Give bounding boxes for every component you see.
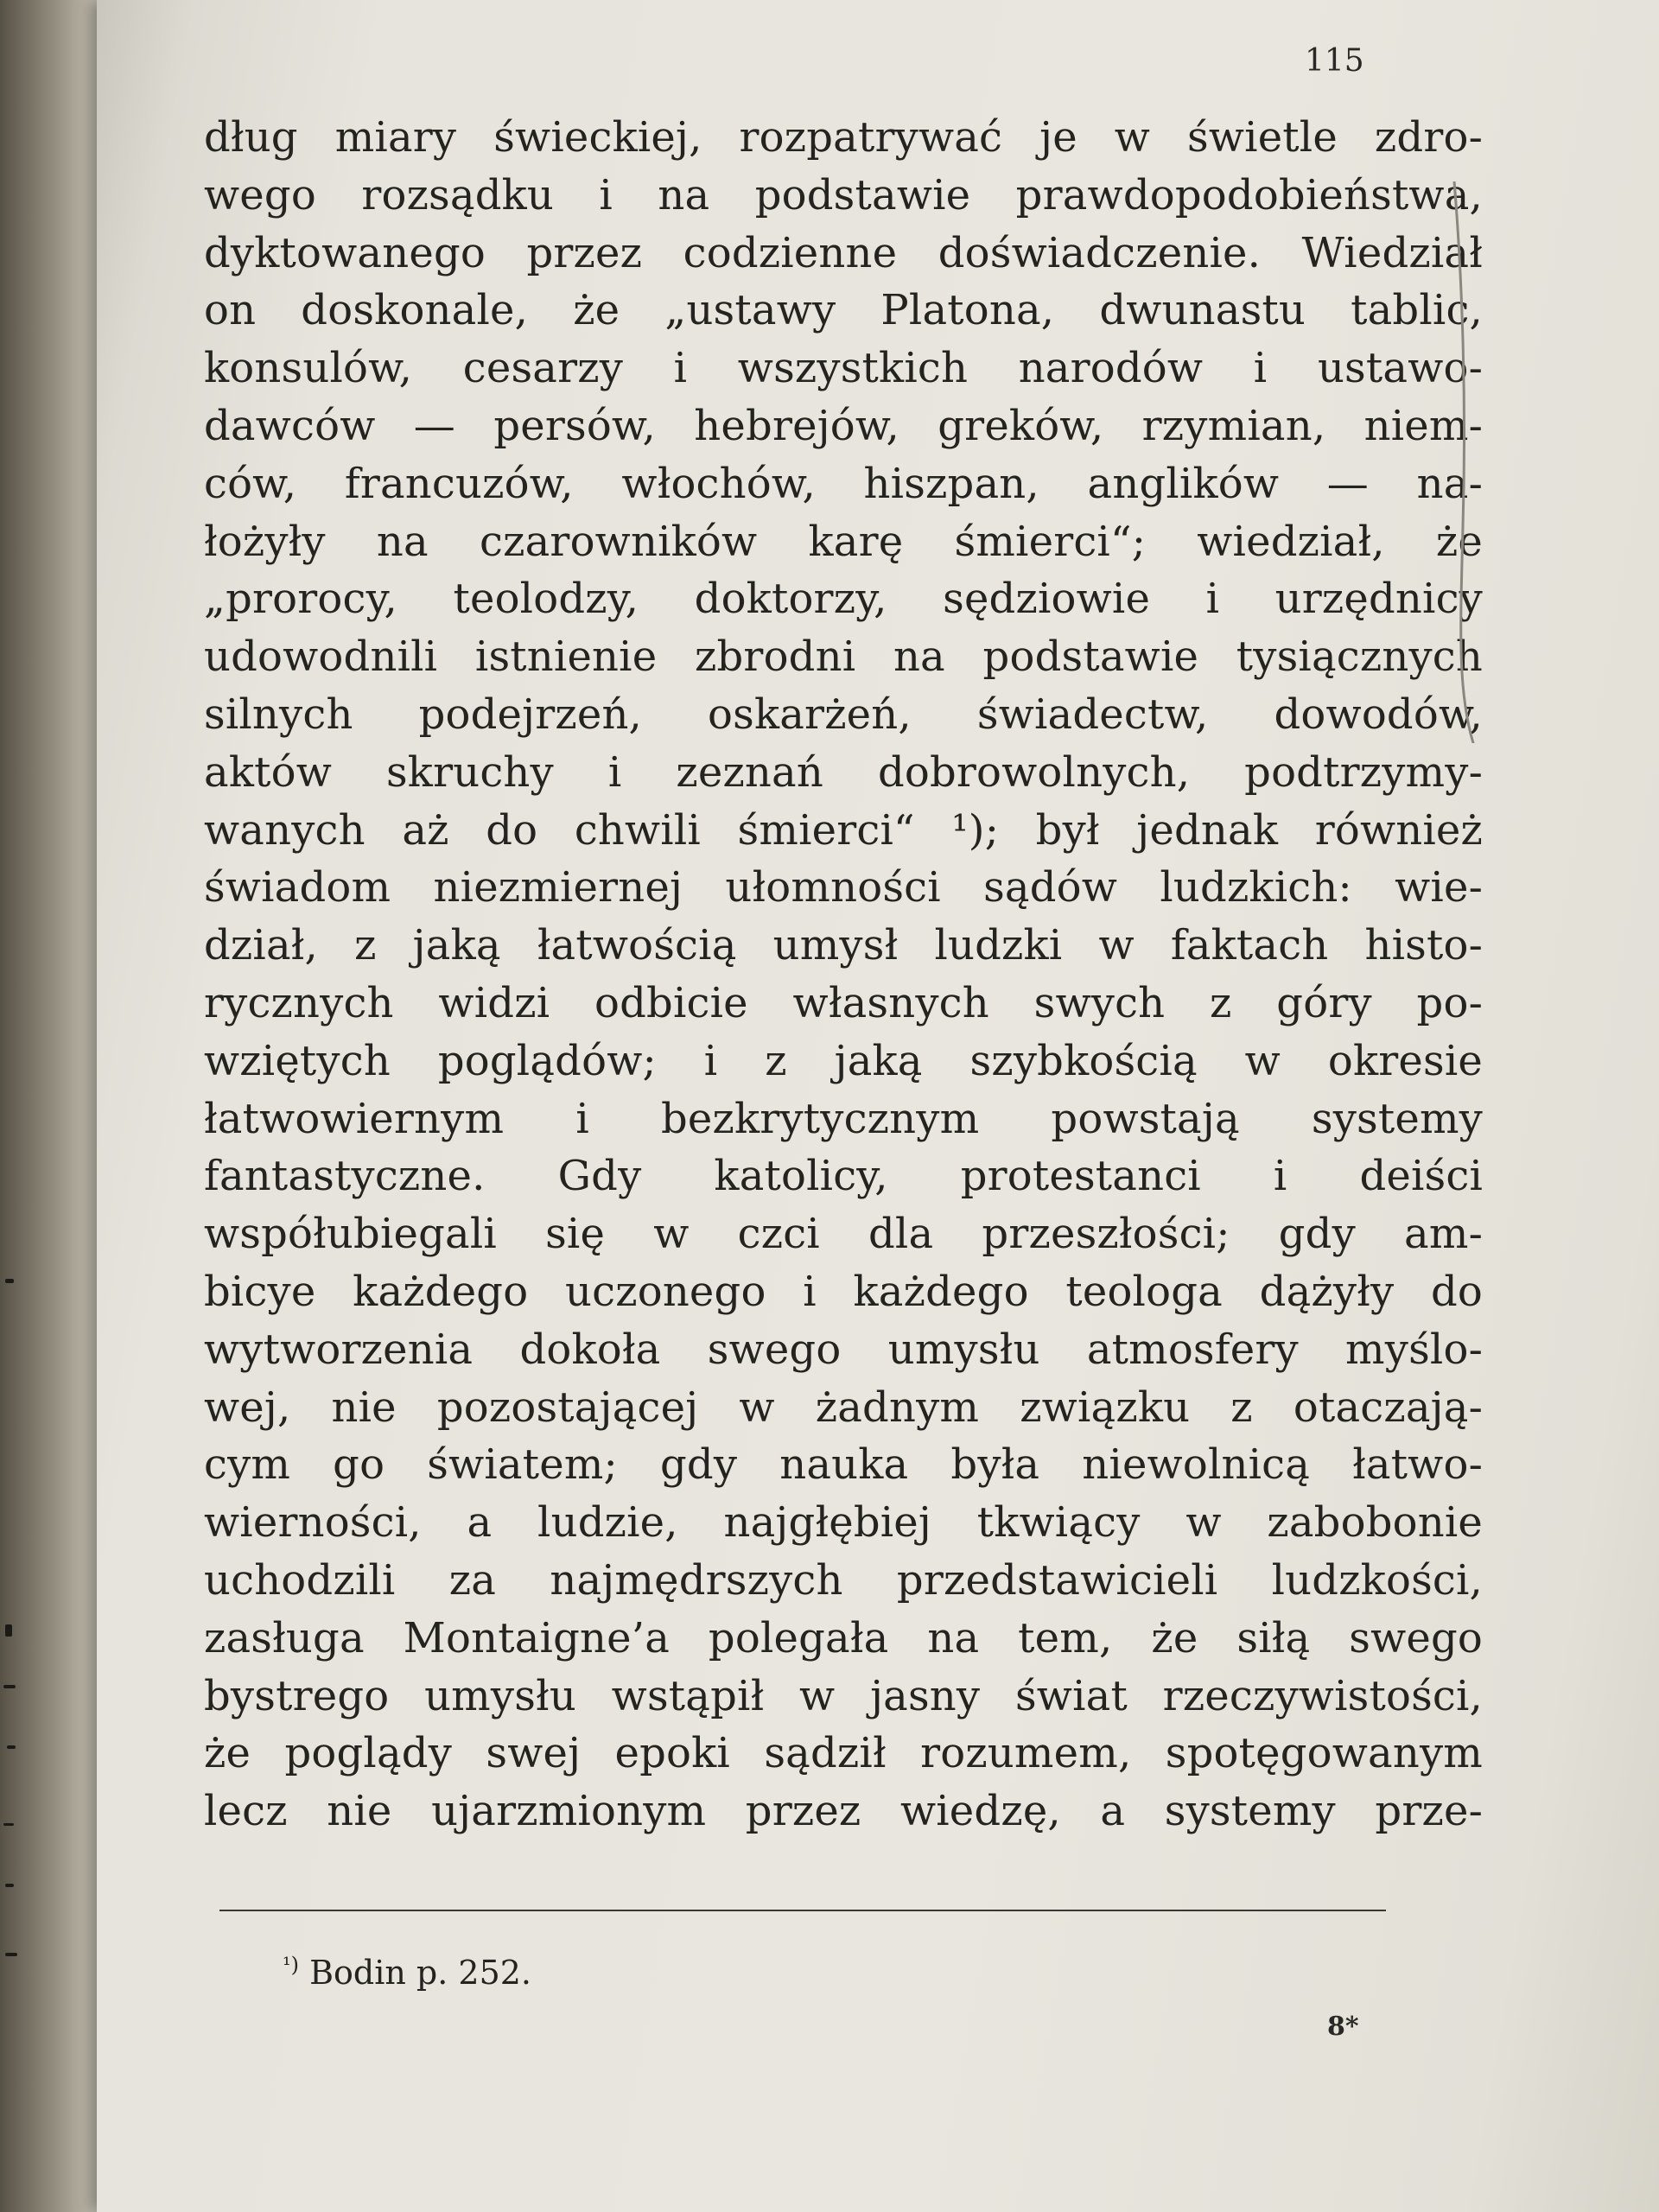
previous-page-ink-mark (5, 1279, 14, 1283)
text-line: bystrego umysłu wstąpił w jasny świat rzeczywistości, (204, 1671, 1483, 1720)
text-line: wytworzenia dokoła swego umysłu atmosfery myślo- (204, 1325, 1483, 1374)
text-line: wanych aż do chwili śmierci“ ¹); był jednak również (204, 805, 1483, 855)
text-line: dług miary świeckiej, rozpatrywać je w świetle zdro- (204, 113, 1483, 162)
previous-page-ink-mark (5, 1624, 12, 1637)
previous-page-ink-mark (7, 1745, 16, 1749)
text-line: dawców — persów, hebrejów, greków, rzymian, niem- (204, 401, 1483, 450)
text-line: wej, nie pozostającej w żadnym związku z otaczają- (204, 1382, 1483, 1432)
text-line: świadom niezmiernej ułomności sądów ludzkich: wie- (204, 863, 1483, 912)
text-line: on doskonale, że „ustawy Platona, dwunastu tablic, (204, 286, 1483, 335)
text-line: fantastyczne. Gdy katolicy, protestanci i deiści (204, 1152, 1483, 1201)
text-line: rycznych widzi odbicie własnych swych z góry po- (204, 978, 1483, 1027)
page-number: 115 (1305, 43, 1364, 79)
text-line: wziętych poglądów; i z jaką szybkością w okresie (204, 1036, 1483, 1085)
text-line: że poglądy swej epoki sądził rozumem, spotęgowanym (204, 1729, 1483, 1778)
text-line: dział, z jaką łatwością umysł ludzki w faktach histo- (204, 921, 1483, 970)
text-line: silnych podejrzeń, oskarżeń, świadectw, dowodów, (204, 690, 1483, 739)
text-line: współubiegali się w czci dla przeszłości; gdy am- (204, 1210, 1483, 1259)
previous-page-ink-mark (5, 1884, 14, 1887)
text-line: wego rozsądku i na podstawie prawdopodobieństwa, (204, 170, 1483, 219)
footnote-text: Bodin p. 252. (309, 1954, 532, 1992)
text-line: bicye każdego uczonego i każdego teologa dążyły do (204, 1267, 1483, 1316)
footnote (283, 1953, 531, 1992)
body-text (204, 109, 1483, 1840)
text-line: ców, francuzów, włochów, hiszpan, anglików — na- (204, 459, 1483, 508)
text-line: zasługa Montaigne’a polegała na tem, że siłą swego (204, 1613, 1483, 1662)
previous-page-ink-mark (5, 1953, 17, 1956)
text-line: łożyły na czarowników karę śmierci“; wiedział, że (204, 517, 1483, 566)
text-line: konsulów, cesarzy i wszystkich narodów i ustawo- (204, 344, 1483, 393)
text-line: wierności, a ludzie, najgłębiej tkwiący w zabobonie (204, 1498, 1483, 1548)
book-page (97, 0, 1659, 2212)
previous-page-marks (0, 0, 102, 2212)
text-line: łatwowiernym i bezkrytycznym powstają systemy (204, 1094, 1483, 1143)
text-line: lecz nie ujarzmionym przez wiedzę, a systemy prze- (204, 1787, 1483, 1836)
text-line: udowodnili istnienie zbrodni na podstawie tysiącznych (204, 632, 1483, 682)
previous-page-ink-mark (3, 1823, 14, 1826)
text-line: dyktowanego przez codzienne doświadczenie. Wiedział (204, 228, 1483, 277)
text-line: aktów skruchy i zeznań dobrowolnych, podtrzymy- (204, 747, 1483, 797)
printer-signature-mark: 8* (1327, 2012, 1359, 2042)
footnote-rule (219, 1910, 1386, 1911)
footnote-marker: ¹) (283, 1953, 299, 1977)
pencil-margin-line (1428, 181, 1480, 743)
text-line: „prorocy, teolodzy, doktorzy, sędziowie i urzędnicy (204, 575, 1483, 624)
previous-page-ink-mark (3, 1685, 16, 1688)
text-line: uchodzili za najmędrszych przedstawicieli ludzkości, (204, 1555, 1483, 1605)
text-line: cym go światem; gdy nauka była niewolnicą łatwo- (204, 1440, 1483, 1490)
